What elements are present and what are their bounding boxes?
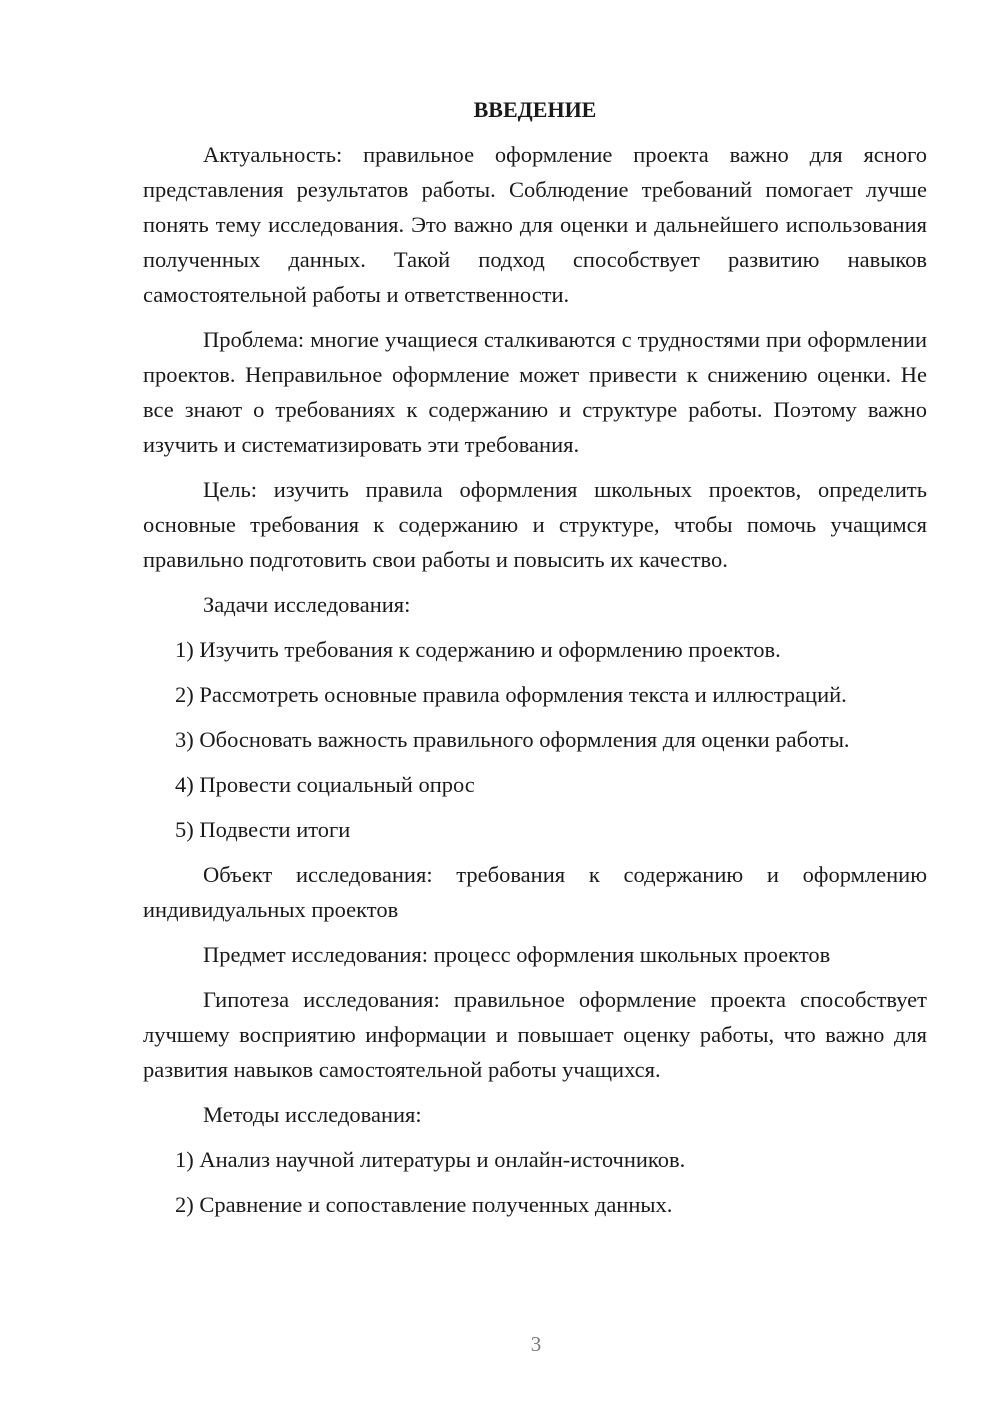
method-item: 2) Сравнение и сопоставление полученных данных. — [175, 1192, 673, 1217]
problem-paragraph: Проблема: многие учащиеся сталкиваются с трудностями при оформлении проектов. Неправильное оформление может привести к снижению оценки. Не все знают о требованиях к содержанию и структуре работы. Поэтому важно изучить и систематизировать эти требования. — [143, 327, 927, 457]
hypothesis-paragraph: Гипотеза исследования: правильное оформление проекта способствует лучшему восприятию информации и повышает оценку работы, что важно для развития навыков самостоятельной работы учащихся. — [143, 987, 927, 1082]
tasks-heading: Задачи исследования: — [203, 592, 411, 617]
object-paragraph: Объект исследования: требования к содержанию и оформлению индивидуальных проектов — [143, 862, 927, 922]
page-number: 3 — [530, 1332, 542, 1356]
task-item: 3) Обосновать важность правильного оформления для оценки работы. — [175, 727, 850, 752]
methods-heading: Методы исследования: — [203, 1102, 422, 1127]
task-item: 1) Изучить требования к содержанию и оформлению проектов. — [175, 637, 781, 662]
relevance-paragraph: Актуальность: правильное оформление проекта важно для ясного представления результатов работы. Соблюдение требований помогает лучше понять тему исследования. Это важно для оценки и дальнейшего использования полученных данных. Такой подход способствует развитию навыков самостоятельной работы и ответственности. — [143, 142, 927, 307]
goal-paragraph: Цель: изучить правила оформления школьных проектов, определить основные требования к содержанию и структуре, чтобы помочь учащимся правильно подготовить свои работы и повысить их качество. — [143, 477, 927, 572]
task-item: 5) Подвести итоги — [175, 817, 351, 842]
task-item: 2) Рассмотреть основные правила оформления текста и иллюстраций. — [175, 682, 847, 707]
method-item: 1) Анализ научной литературы и онлайн-источников. — [175, 1147, 686, 1172]
subject-paragraph: Предмет исследования: процесс оформления школьных проектов — [203, 942, 831, 967]
section-title: ВВЕДЕНИЕ — [473, 97, 597, 122]
task-item: 4) Провести социальный опрос — [175, 772, 475, 797]
document-page — [143, 92, 927, 1232]
